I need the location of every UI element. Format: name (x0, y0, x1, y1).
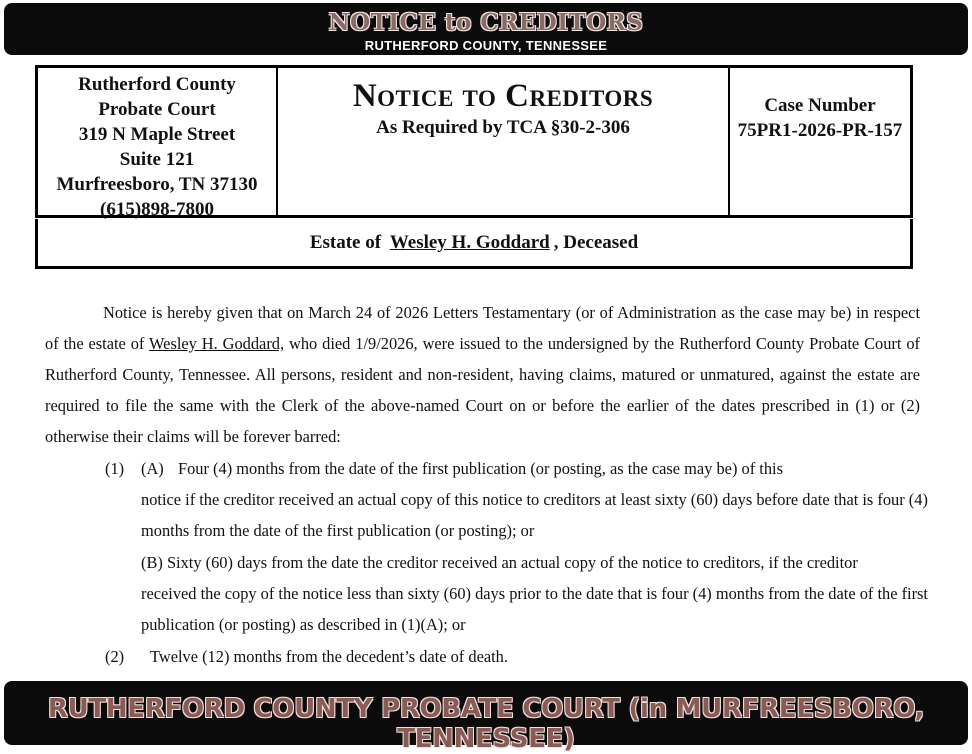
item-1a-label: (A) (141, 459, 164, 478)
notice-heading (278, 68, 728, 215)
estate-prefix: Estate of (309, 232, 382, 253)
top-banner (4, 3, 968, 55)
notice-subtitle: As Required by TCA §30-2-306 (376, 117, 630, 138)
footer-banner (4, 681, 968, 754)
estate-line (35, 219, 913, 269)
court-line: 319 N Maple Street (78, 124, 236, 145)
footer-title: RUTHERFORD COUNTY PROBATE COURT (in MURFREESBORO, TENNESSEE) (47, 694, 925, 754)
court-line: Probate Court (98, 99, 216, 120)
court-line: Rutherford County (78, 74, 236, 95)
notice-body (45, 297, 920, 452)
item-1a-line: months from the date of the first publication (or posting); or (141, 521, 535, 540)
court-line: Murfreesboro, TN 37130 (56, 174, 258, 195)
notice-header (35, 65, 913, 218)
case-info (728, 68, 910, 215)
item-1b-line: (B) Sixty (60) days from the date the creditor received an actual copy of the notice to creditors, if the creditor (141, 553, 858, 572)
banner-title: NOTICE to CREDITORS (328, 9, 644, 36)
estate-suffix: , Deceased (553, 232, 639, 253)
item-1-label: (1) (105, 459, 125, 478)
item-2-text: Twelve (12) months from the decedent’s date of death. (150, 647, 508, 666)
case-label: Case Number (764, 95, 876, 116)
item-1b-line: received the copy of the notice less than sixty (60) days prior to the date that is four (4) months from the date of the first (141, 584, 928, 603)
item-1a-line: Four (4) months from the date of the first publication (or posting, as the case may be) of this (178, 459, 783, 478)
court-line: (615)898-7800 (100, 199, 214, 220)
body-text-part2: who died 1/9/2026, were issued to the undersigned by the Rutherford County Probate Court of Rutherford County, Tennessee. All persons, resident and non-resident, having claims, matured or unmatured, against the estate are required to file the same with the Clerk of the above-named Court on or before the earlier of the dates prescribed in (1) or (2) otherwise their claims will be forever barred: (45, 334, 920, 446)
estate-name: Wesley H. Goddard (389, 232, 550, 253)
item-1b-line: publication (or posting) as described in (1)(A); or (141, 615, 466, 634)
court-line: Suite 121 (119, 149, 195, 170)
case-number: 75PR1-2026-PR-157 (737, 120, 903, 141)
decedent-name: Wesley H. Goddard, (149, 334, 285, 353)
body-text-part1: Notice is hereby given that on March 24 of 2026 Letters Testamentary (or of Administration as the case may be) in respect of the estate of (45, 303, 920, 353)
item-2-label: (2) (105, 647, 125, 666)
court-address (38, 68, 278, 220)
notice-title: Notice to Creditors (352, 78, 654, 114)
item-1a-line: notice if the creditor received an actual copy of this notice to creditors at least sixty (60) days before date that is four (4) (141, 490, 928, 509)
banner-subtitle: RUTHERFORD COUNTY, TENNESSEE (364, 38, 608, 53)
